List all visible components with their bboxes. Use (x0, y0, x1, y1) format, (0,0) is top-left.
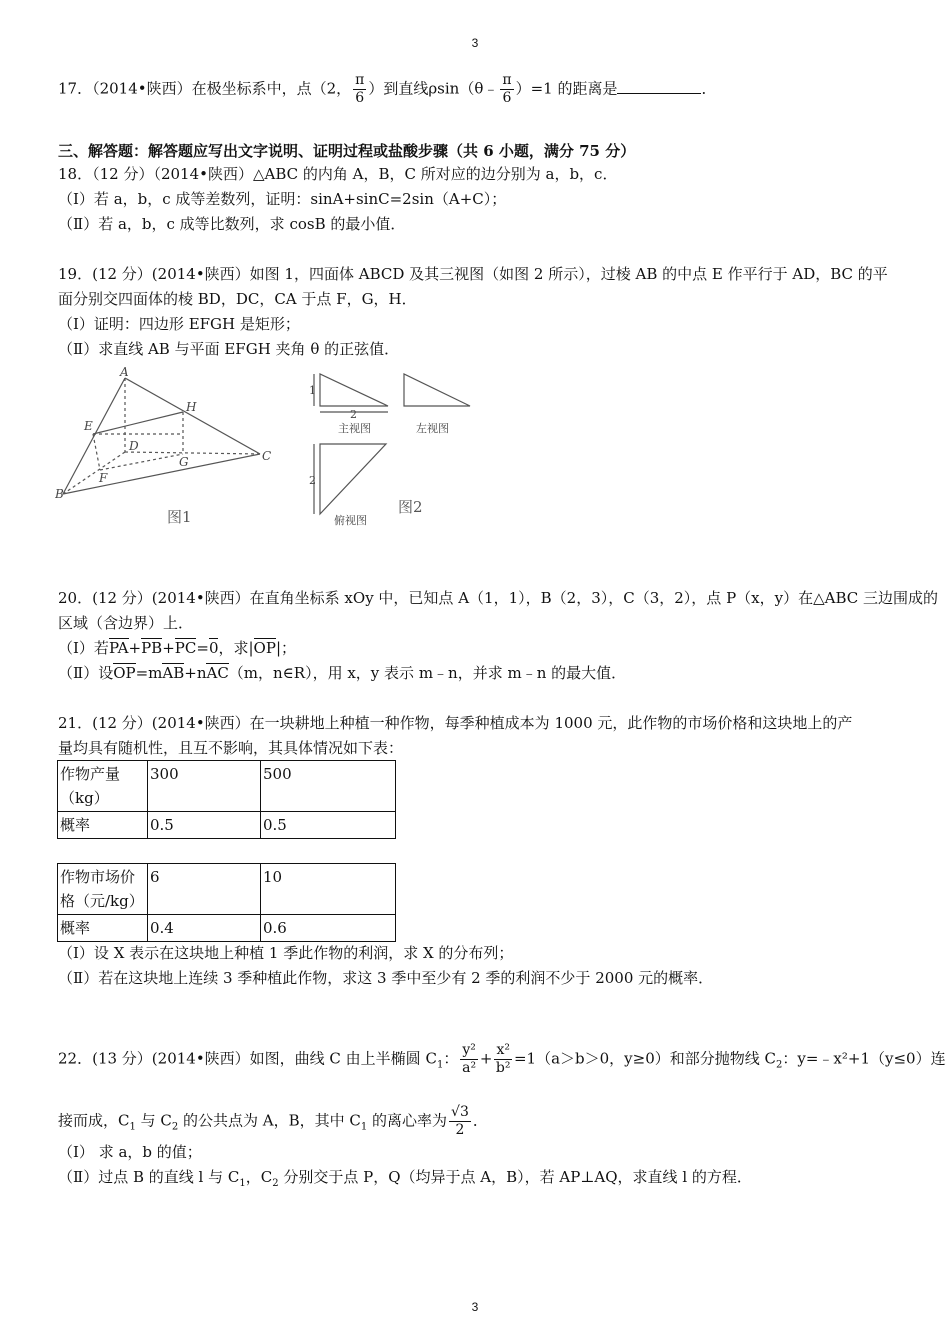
question-21-part-2: （Ⅱ）若在这块地上连续 3 季种植此作物，求这 3 季中至少有 2 季的利润不少于 2000 元的概率． (58, 969, 714, 987)
question-22-part-2: （Ⅱ）过点 B 的直线 l 与 $C_1$，$C_2$ 分别交于点 P，Q（均异于点 A，B），若 AP⊥AQ，求直线 l 的方程． (58, 1168, 752, 1189)
section-heading: 三、解答题：解答题应写出文字说明、证明过程或盐酸步骤（共 6 小题，满分 75 分） (58, 142, 636, 160)
question-20-line-2: 区域（含边界）上． (58, 614, 194, 632)
question-20-line-1: 20．(12 分）(2014•陕西）在直角坐标系 xOy 中，已知点 A（1，1），B（2，3），C（3，2），点 P（x，y）在△ABC 三边围成的 (58, 589, 939, 607)
point-label-g: G (179, 455, 189, 469)
vector-pc: PC (174, 639, 197, 657)
question-19-line-2: 面分别交四面体的棱 BD，DC，CA 于点 F，G，H． (58, 290, 417, 308)
question-21-line-2: 量均具有随机性，且互不影响，其具体情况如下表： (58, 739, 404, 757)
vector-pb: PB (141, 639, 163, 657)
table-row: 概率 0.5 0.5 (58, 812, 396, 839)
vector-ac: AC (206, 664, 229, 682)
question-19-part-1: （Ⅰ）证明：四边形 EFGH 是矩形； (58, 315, 300, 333)
top-view-label: 俯视图 (334, 514, 367, 527)
fraction-pi-over-6: $\frac{\pi}{6}$ (502, 72, 512, 106)
table-row: 概率 0.4 0.6 (58, 915, 396, 942)
question-22-line-1: 22．(13 分）(2014•陕西）如图，曲线 C 由上半椭圆 $C_1$： $\frac{\text{y²}}{\text{a²}}$ + $\frac{\text{x²}}{\text{b²}}$ =1（a＞b＞0，y≥0）和部分抛物线 $C_2$：y=﹣x²+1（y≤0）连 (58, 1042, 946, 1076)
figure-2-caption: 图2 (398, 498, 423, 516)
point-label-f: F (99, 471, 108, 485)
figure-2-three-views (300, 366, 490, 531)
vector-pa: PA (108, 639, 129, 657)
vertex-label-c: C (262, 449, 272, 463)
page-number-top: 3 (471, 36, 479, 50)
table-row: 作物产量（kg） 300 500 (58, 761, 396, 812)
side-view-label: 左视图 (416, 422, 449, 435)
question-18-part-1: （Ⅰ）若 a，b，c 成等差数列，证明：sinA+sinC=2sin（A+C）； (58, 190, 507, 208)
vertex-label-b: B (55, 487, 64, 501)
fraction-sqrt3-over-2: $\frac{√3}{2}$ (451, 1104, 469, 1138)
question-19-part-2: （Ⅱ）求直线 AB 与平面 EFGH 夹角 θ 的正弦值． (58, 340, 400, 358)
top-view-length: 2 (309, 474, 316, 487)
point-label-h: H (186, 400, 197, 414)
question-20-part-1: （Ⅰ）若PA+PB+PC=0，求|OP|； (58, 639, 296, 657)
front-view-height: 1 (309, 384, 316, 397)
question-21-line-1: 21．(12 分）(2014•陕西）在一块耕地上种植一种作物，每季种植成本为 1000 元，此作物的市场价格和这块地上的产 (58, 714, 853, 732)
question-22-line-2: 接而成，$C_1$ 与 $C_2$ 的公共点为 A，B，其中 $C_1$ 的离心率为 $\frac{√3}{2}$ ． (58, 1104, 488, 1138)
figure-1-tetrahedron (55, 366, 285, 536)
vector-ab: AB (162, 664, 185, 682)
answer-blank (617, 79, 701, 94)
front-view-label: 主视图 (338, 422, 371, 435)
question-20-part-2: （Ⅱ）设OP=mAB+nAC（m，n∈R），用 x，y 表示 m﹣n，并求 m﹣n 的最大值． (58, 664, 627, 682)
question-18: 18．（12 分）（2014•陕西）△ABC 的内角 A，B，C 所对应的边分别为 a，b，c． (58, 165, 618, 183)
page-number-bottom: 3 (471, 1300, 479, 1314)
vector-op: OP (113, 664, 136, 682)
vertex-label-d: D (129, 439, 139, 453)
question-21-part-1: （Ⅰ）设 X 表示在这块地上种植 1 季此作物的利润，求 X 的分布列； (58, 944, 514, 962)
table-row: 作物市场价格（元/kg） 6 10 (58, 864, 396, 915)
question-19-line-1: 19．(12 分）(2014•陕西）如图 1，四面体 ABCD 及其三视图（如图 2 所示），过棱 AB 的中点 E 作平行于 AD，BC 的平 (58, 265, 888, 283)
question-22-part-1: （Ⅰ） 求 a，b 的值； (58, 1143, 202, 1161)
question-17: 17．（2014•陕西）在极坐标系中，点（2， $\frac{\pi}{6}$ ）到直线ρsin（θ﹣ $\frac{\pi}{6}$ ）=1 的距离是 ． (58, 72, 717, 106)
vertex-label-a: A (120, 366, 129, 379)
zero-vector: 0 (208, 639, 219, 657)
price-table (57, 863, 396, 942)
front-view-width: 2 (350, 408, 357, 421)
yield-table (57, 760, 396, 839)
fraction-x2-over-b2: $\frac{\text{x²}}{\text{b²}}$ (495, 1042, 511, 1076)
fraction-y2-over-a2: $\frac{\text{y²}}{\text{a²}}$ (462, 1042, 477, 1076)
figure-1-caption: 图1 (167, 508, 192, 526)
vector-op: OP (253, 639, 276, 657)
point-label-e: E (84, 419, 93, 433)
question-18-part-2: （Ⅱ）若 a，b，c 成等比数列，求 cosB 的最小值． (58, 215, 406, 233)
fraction-pi-over-6: $\frac{\pi}{6}$ (355, 72, 365, 106)
